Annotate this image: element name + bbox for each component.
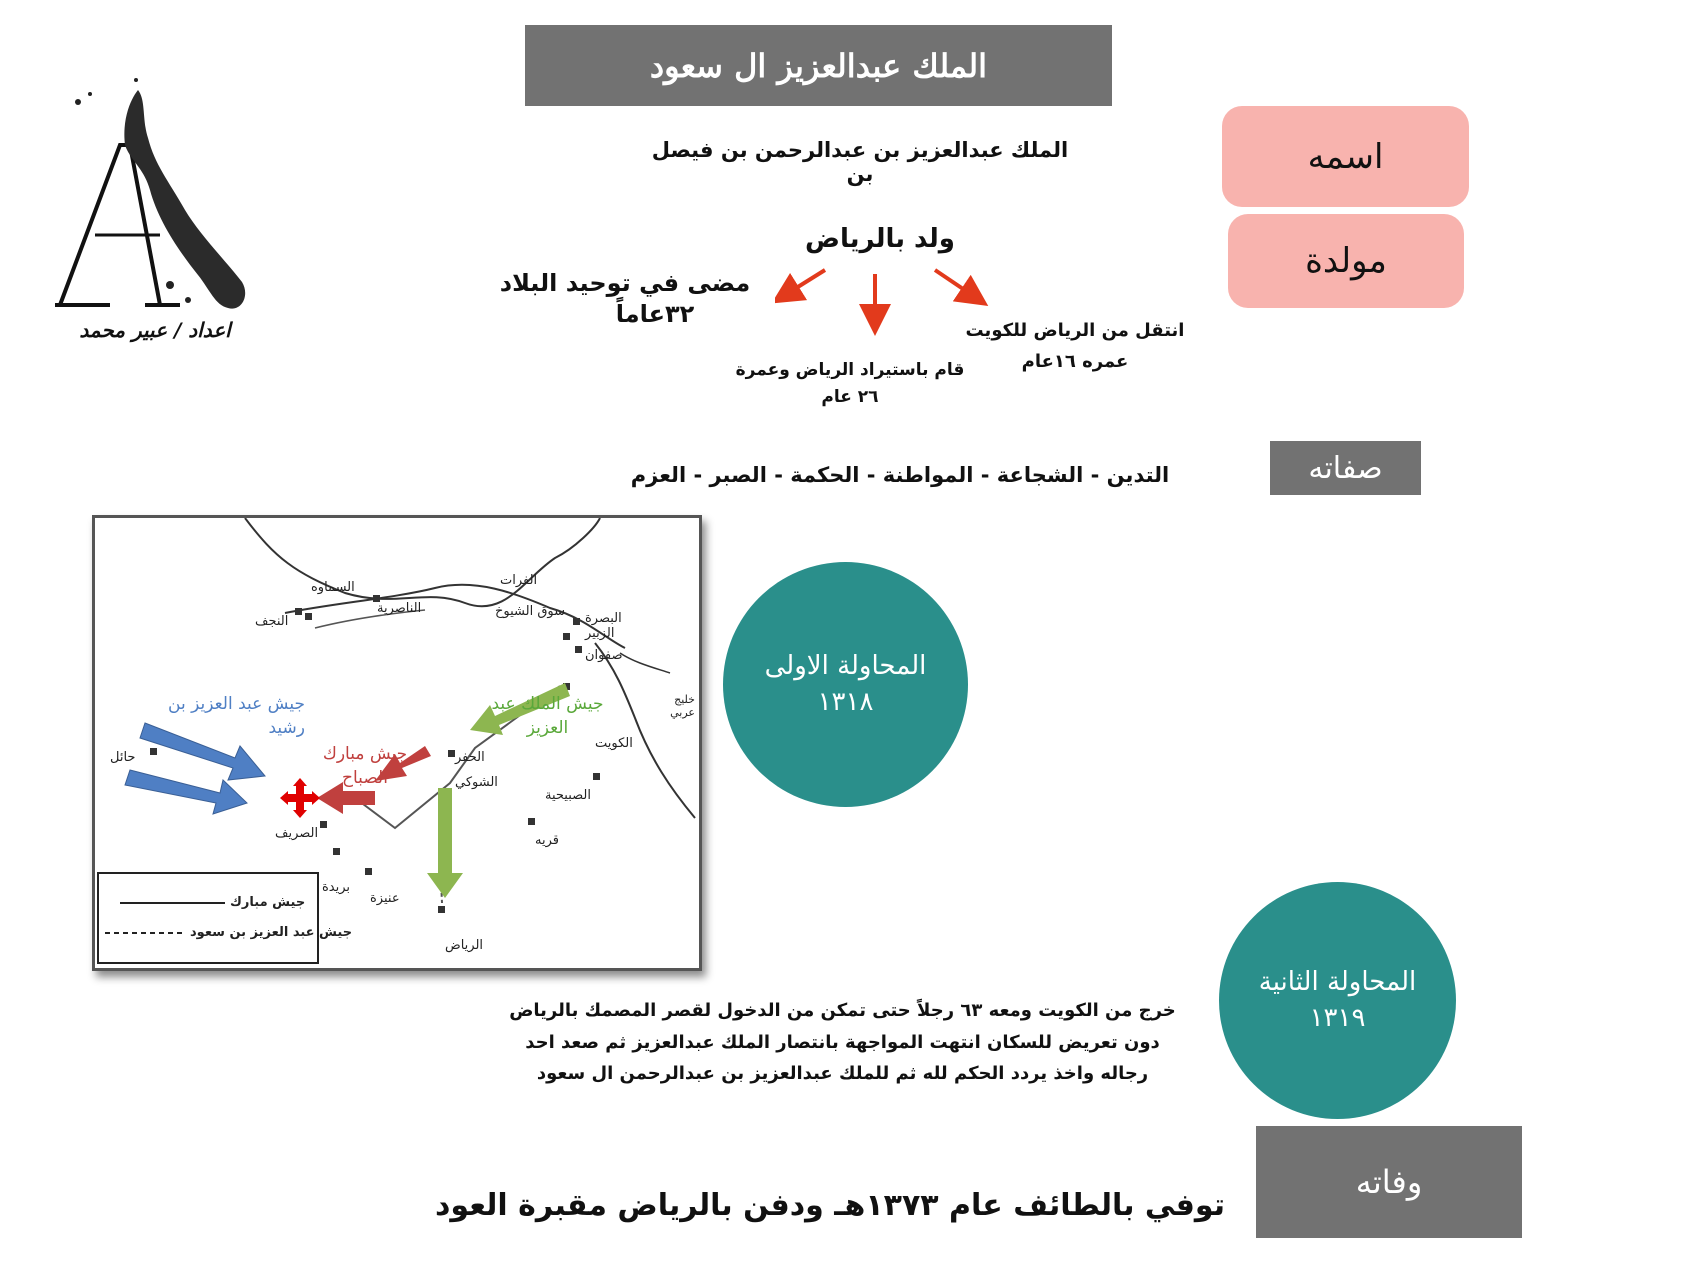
legend-mubarak: جيش مبارك bbox=[230, 895, 306, 910]
death-text: توفي بالطائف عام ١٣٧٣هـ ودفن بالرياض مقبرة العود bbox=[435, 1188, 1225, 1223]
first-attempt-year: ١٣١٨ bbox=[817, 686, 874, 717]
map-label-basra: البصرة bbox=[585, 611, 622, 626]
map-label-kuwait: الكويت bbox=[595, 736, 633, 751]
map-label-suq: سوق الشيوخ bbox=[495, 604, 566, 619]
born-in-riyadh-text: ولد بالرياض bbox=[805, 224, 955, 254]
map-label-shawki: الشوكي bbox=[455, 775, 498, 790]
kuwait-line-1: انتقل من الرياض للكويت bbox=[965, 320, 1185, 341]
green-arrow-2 bbox=[427, 788, 463, 898]
unification-line-1: مضى في توحيد البلاد bbox=[499, 269, 751, 297]
page-title-banner bbox=[525, 25, 1112, 106]
unification-text bbox=[490, 268, 760, 330]
second-attempt-title: المحاولة الثانية bbox=[1258, 967, 1417, 998]
second-attempt-year: ١٣١٩ bbox=[1309, 1002, 1366, 1033]
legend-saud: جيش عبد العزيز بن سعود bbox=[190, 925, 353, 940]
recovery-line-2: ٢٦ عام bbox=[821, 387, 879, 408]
birth-label-box bbox=[1228, 214, 1464, 308]
logo bbox=[50, 50, 250, 355]
army-mubarak-label: جيش مبارك الصباح bbox=[322, 744, 408, 788]
name-label: اسمه bbox=[1307, 136, 1384, 177]
second-attempt-line-1: خرج من الكويت ومعه ٦٣ رجلاً حتى تمكن من الدخول لقصر المصمك بالرياض bbox=[509, 1000, 1176, 1021]
second-attempt-circle bbox=[1219, 882, 1456, 1119]
traits-text: التدين - الشجاعة - المواطنة - الحكمة - الصبر - العزم bbox=[630, 463, 1170, 487]
map-label-buraida: بريدة bbox=[322, 880, 351, 895]
unification-line-2: ٣٢عاماً bbox=[615, 300, 695, 329]
arrow-left bbox=[785, 270, 825, 295]
page-title: الملك عبدالعزيز ال سعود bbox=[649, 46, 988, 85]
traits-label-box bbox=[1270, 441, 1421, 495]
blue-arrow-2 bbox=[125, 770, 247, 814]
army-king-label: جيش الملك عبد العزيز bbox=[491, 694, 604, 738]
map-label-sarif: الصريف bbox=[275, 826, 319, 841]
riyadh-recovery-text bbox=[720, 357, 980, 411]
name-label-box bbox=[1222, 106, 1469, 207]
second-attempt-description bbox=[470, 995, 1215, 1090]
first-attempt-title: المحاولة الاولى bbox=[764, 651, 927, 682]
campaign-map bbox=[92, 515, 702, 971]
army-rashid-label: جيش عبد العزيز بن رشيد bbox=[168, 694, 305, 738]
death-label-box bbox=[1256, 1126, 1522, 1238]
map-label-unaiza: عنيزة bbox=[370, 891, 400, 906]
birth-label: مولدة bbox=[1305, 241, 1387, 281]
map-label-zubair: الزبير bbox=[585, 626, 615, 641]
battle-marker-icon bbox=[280, 778, 320, 818]
map-label-gulf: خليج عربي bbox=[670, 693, 695, 719]
map-label-qaria: قريه bbox=[535, 833, 559, 848]
letter-a-ink-logo bbox=[50, 50, 250, 320]
map-label-safwan: صفوان bbox=[585, 648, 623, 663]
recovery-line-1: قام باستيراد الرياض وعمرة bbox=[735, 360, 965, 380]
map-label-furat: الفرات bbox=[500, 573, 538, 588]
map-label-hafr: الحفر bbox=[455, 750, 485, 765]
second-attempt-line-3: رجاله واخذ يردد الحكم لله ثم للملك عبدالعزيز بن عبدالرحمن ال سعود bbox=[536, 1063, 1149, 1084]
logo-credit: اعداد / عبير محمد bbox=[79, 318, 231, 342]
traits-label: صفاته bbox=[1308, 450, 1383, 486]
second-attempt-line-2: دون تعريض للسكان انتهت المواجهة بانتصار الملك عبدالعزيز ثم صعد احد bbox=[525, 1031, 1160, 1053]
map-label-riyadh: الرياض bbox=[445, 938, 484, 953]
map-label-samawa: السماوه bbox=[311, 580, 355, 595]
full-name-text: الملك عبدالعزيز بن عبدالرحمن بن فيصل بن bbox=[651, 138, 1069, 186]
map-label-hail: حائل bbox=[110, 750, 136, 765]
map-label-najaf: النجف bbox=[255, 614, 289, 629]
map-label-nasiriya: الناصرية bbox=[377, 601, 422, 616]
moved-to-kuwait-text bbox=[950, 316, 1200, 377]
arrow-right bbox=[935, 270, 975, 297]
kuwait-line-2: عمره ١٦عام bbox=[1021, 350, 1129, 372]
death-label: وفاته bbox=[1355, 1163, 1423, 1201]
map-label-sabiha: الصبيحية bbox=[545, 788, 591, 803]
first-attempt-circle bbox=[723, 562, 968, 807]
